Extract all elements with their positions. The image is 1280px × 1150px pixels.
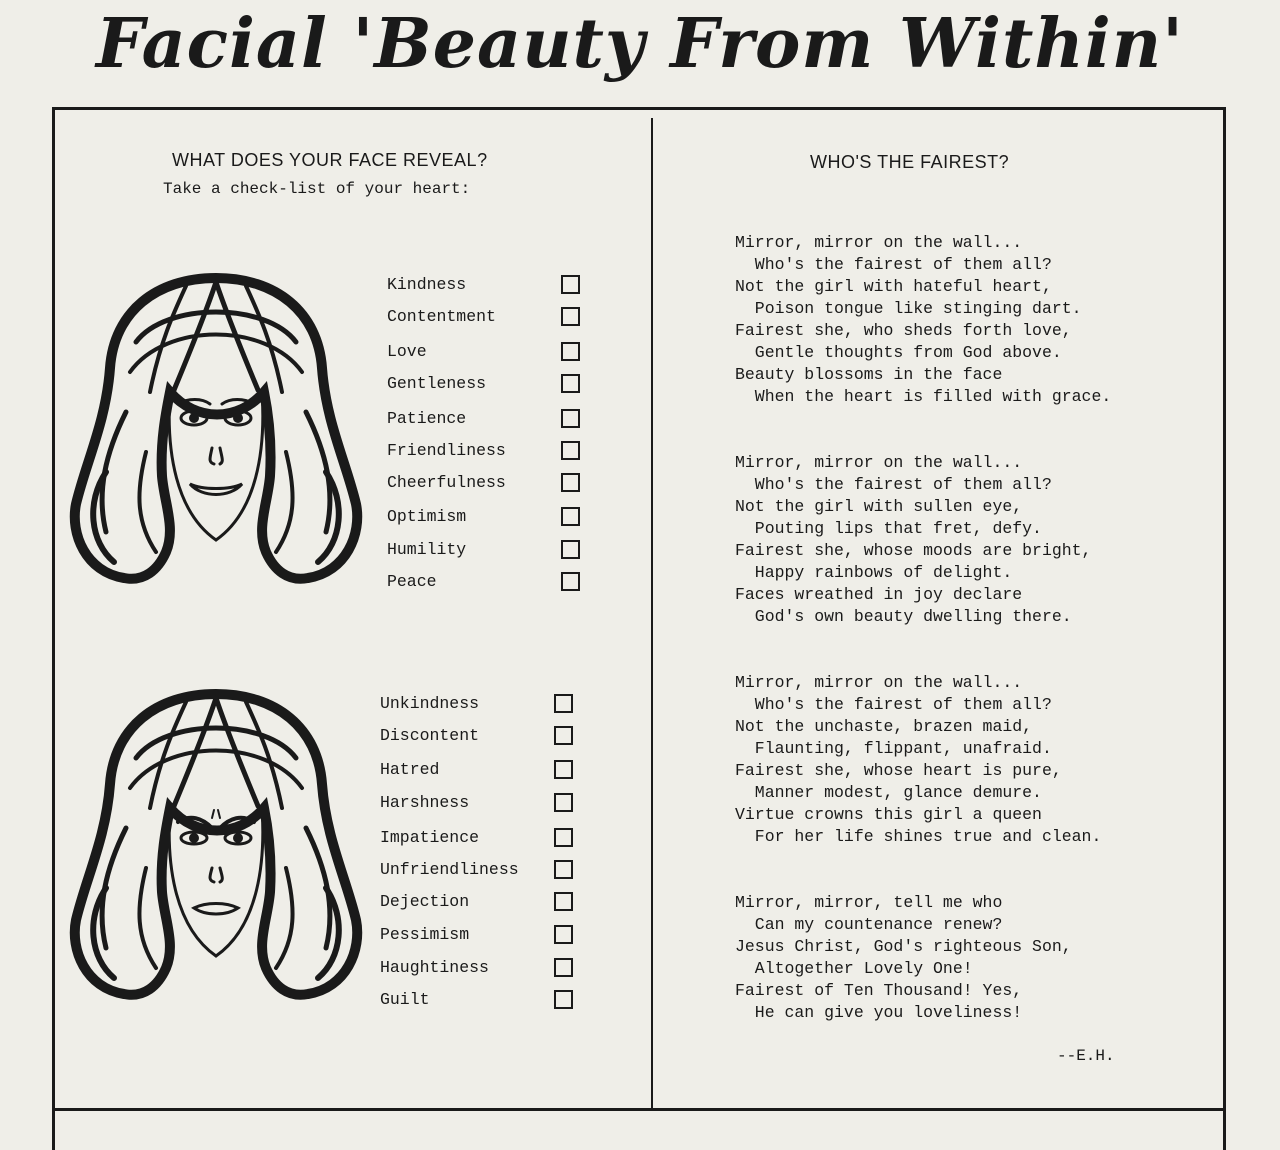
poem-line: God's own beauty dwelling there. — [735, 607, 1072, 626]
trait-checkbox[interactable] — [561, 441, 580, 460]
trait-checkbox[interactable] — [554, 793, 573, 812]
poem-line: Mirror, mirror on the wall... — [735, 673, 1023, 692]
trait-label: Optimism — [387, 507, 467, 526]
poem-line: Fairest she, who sheds forth love, — [735, 321, 1072, 340]
checklist-row — [380, 990, 580, 1016]
checklist-row — [387, 342, 587, 368]
poem-line: Who's the fairest of them all? — [735, 695, 1052, 714]
trait-label: Pessimism — [380, 925, 470, 944]
poem-line: Who's the fairest of them all? — [735, 255, 1052, 274]
poem-line: Pouting lips that fret, defy. — [735, 519, 1042, 538]
poem-line: Manner modest, glance demure. — [735, 783, 1042, 802]
poem-line: Fairest of Ten Thousand! Yes, — [735, 981, 1023, 1000]
checklist-row — [380, 828, 580, 854]
checklist-row — [380, 892, 580, 918]
checklist-row — [380, 726, 580, 752]
poem-line: Fairest she, whose moods are bright, — [735, 541, 1092, 560]
poem-line: Jesus Christ, God's righteous Son, — [735, 937, 1072, 956]
trait-checkbox[interactable] — [561, 307, 580, 326]
poem-line: Can my countenance renew? — [735, 915, 1003, 934]
frowning-woman-illustration — [66, 688, 366, 1006]
trait-checkbox[interactable] — [561, 275, 580, 294]
left-column-subheading: Take a check-list of your heart: — [163, 180, 471, 198]
poem-signature: --E.H. — [1057, 1047, 1115, 1065]
trait-label: Kindness — [387, 275, 467, 294]
checklist-row — [380, 760, 580, 786]
trait-checkbox[interactable] — [554, 760, 573, 779]
trait-label: Patience — [387, 409, 467, 428]
poem-line: Mirror, mirror, tell me who — [735, 893, 1003, 912]
poem-line: He can give you loveliness! — [735, 1003, 1023, 1022]
checklist-row — [387, 540, 587, 566]
trait-checkbox[interactable] — [561, 572, 580, 591]
left-column-heading: WHAT DOES YOUR FACE REVEAL? — [172, 150, 488, 170]
checklist-row — [387, 275, 587, 301]
trait-label: Unkindness — [380, 694, 480, 713]
poem-line: Altogether Lovely One! — [735, 959, 973, 978]
checklist-row — [387, 441, 587, 467]
poem-line: Mirror, mirror on the wall... — [735, 453, 1023, 472]
trait-label: Unfriendliness — [380, 860, 519, 879]
trait-label: Love — [387, 342, 427, 361]
trait-label: Impatience — [380, 828, 480, 847]
checklist-row — [380, 860, 580, 886]
trait-label: Peace — [387, 572, 437, 591]
poem-line: Not the girl with hateful heart, — [735, 277, 1052, 296]
page-title: Facial 'Beauty From Within' — [96, 4, 1184, 84]
checklist-row — [380, 958, 580, 984]
checklist-row — [387, 572, 587, 598]
trait-checkbox[interactable] — [554, 958, 573, 977]
poem-line: Who's the fairest of them all? — [735, 475, 1052, 494]
smiling-woman-illustration — [66, 272, 366, 590]
trait-label: Discontent — [380, 726, 480, 745]
trait-label: Friendliness — [387, 441, 506, 460]
trait-label: Humility — [387, 540, 467, 559]
trait-checkbox[interactable] — [554, 860, 573, 879]
trait-checkbox[interactable] — [561, 507, 580, 526]
trait-checkbox[interactable] — [561, 473, 580, 492]
bottom-rule — [52, 1108, 1223, 1111]
right-column-heading: WHO'S THE FAIREST? — [810, 152, 1010, 172]
trait-checkbox[interactable] — [554, 828, 573, 847]
trait-checkbox[interactable] — [554, 694, 573, 713]
poem-line: Fairest she, whose heart is pure, — [735, 761, 1062, 780]
poem-line: Beauty blossoms in the face — [735, 365, 1003, 384]
trait-label: Dejection — [380, 892, 470, 911]
trait-checkbox[interactable] — [554, 892, 573, 911]
checklist-row — [380, 793, 580, 819]
trait-checkbox[interactable] — [561, 374, 580, 393]
trait-label: Guilt — [380, 990, 430, 1009]
poem-line: Flaunting, flippant, unafraid. — [735, 739, 1052, 758]
trait-checkbox[interactable] — [554, 925, 573, 944]
poem-line: Not the unchaste, brazen maid, — [735, 717, 1033, 736]
trait-checkbox[interactable] — [561, 409, 580, 428]
trait-checkbox[interactable] — [561, 540, 580, 559]
trait-label: Harshness — [380, 793, 470, 812]
poem-line: Mirror, mirror on the wall... — [735, 233, 1023, 252]
trait-label: Hatred — [380, 760, 440, 779]
trait-label: Contentment — [387, 307, 496, 326]
trait-label: Cheerfulness — [387, 473, 506, 492]
checklist-row — [387, 374, 587, 400]
trait-label: Gentleness — [387, 374, 487, 393]
checklist-row — [387, 307, 587, 333]
poem-line: Faces wreathed in joy declare — [735, 585, 1023, 604]
checklist-row — [387, 409, 587, 435]
checklist-row — [387, 473, 587, 499]
trait-checkbox[interactable] — [554, 990, 573, 1009]
poem-line: Virtue crowns this girl a queen — [735, 805, 1042, 824]
poem-line: Poison tongue like stinging dart. — [735, 299, 1082, 318]
poem-line: Happy rainbows of delight. — [735, 563, 1013, 582]
poem-line: For her life shines true and clean. — [735, 827, 1102, 846]
poem-line: Gentle thoughts from God above. — [735, 343, 1062, 362]
poem-line: Not the girl with sullen eye, — [735, 497, 1023, 516]
trait-label: Haughtiness — [380, 958, 489, 977]
poem-line: When the heart is filled with grace. — [735, 387, 1112, 406]
checklist-row — [380, 694, 580, 720]
trait-checkbox[interactable] — [561, 342, 580, 361]
column-divider — [651, 118, 653, 1110]
trait-checkbox[interactable] — [554, 726, 573, 745]
checklist-row — [387, 507, 587, 533]
checklist-row — [380, 925, 580, 951]
